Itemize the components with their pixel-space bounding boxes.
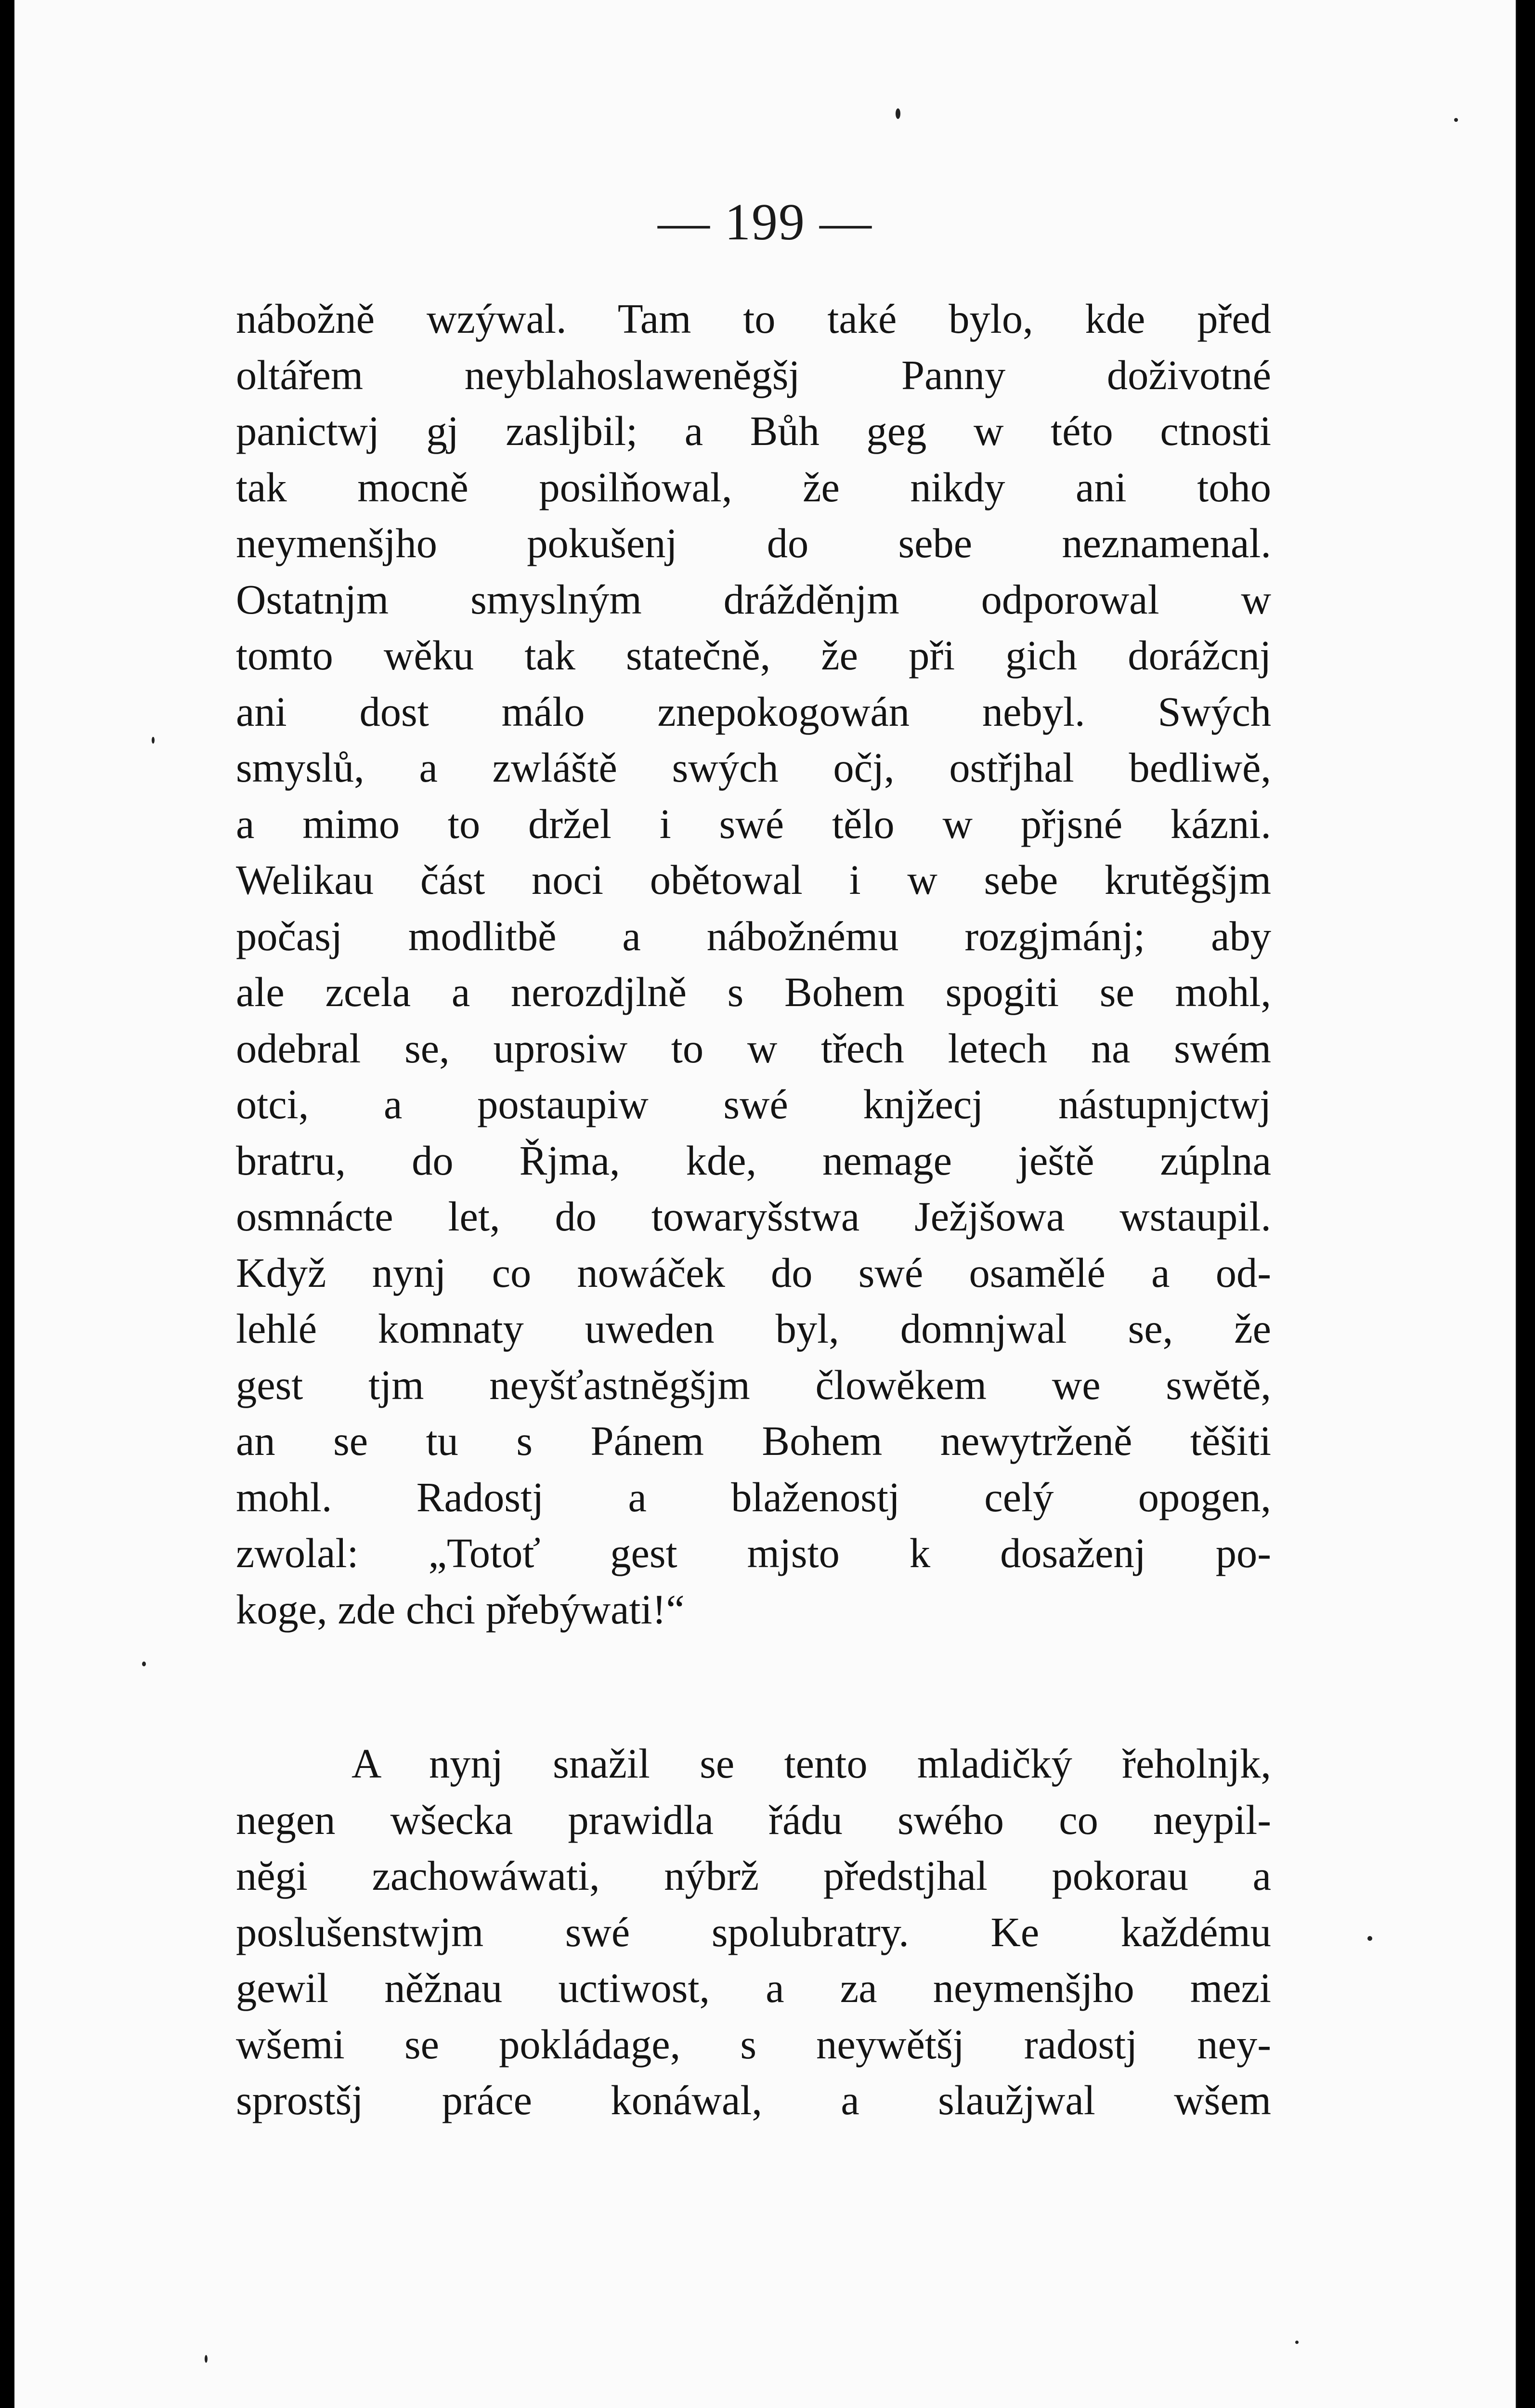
text-line: Ostatnjm smyslným drážděnjm odporowal w [236, 576, 1271, 623]
text-line: Když nynj co nowáček do swé osamělé a od- [236, 1249, 1271, 1296]
text-line: tomto wěku tak statečně, že při gich dorážcnj [236, 632, 1271, 679]
text-line: osmnácte let, do towaryšstwa Ježjšowa wstaupil. [236, 1193, 1271, 1240]
page-number: — 199 — [658, 194, 872, 251]
paragraph-1 [236, 291, 1271, 1637]
ink-speck [1295, 2341, 1299, 2344]
text-line: ani dost málo znepokogowán nebyl. Swých [236, 688, 1271, 735]
text-line: panictwj gj zasljbil; a Bůh geg w této ctnosti [236, 408, 1271, 454]
text-line: tak mocně posilňowal, že nikdy ani toho [236, 464, 1271, 510]
text-line: A nynj snažil se tento mladičký řeholnjk, [351, 1741, 1271, 1787]
text-line: otci, a postaupiw swé knjžecj nástupnjctwj [236, 1081, 1271, 1127]
text-line: lehlé komnaty uweden byl, domnjwal se, že [236, 1306, 1271, 1352]
text-line: ale zcela a nerozdjlně s Bohem spogiti se mohl, [236, 969, 1271, 1015]
paragraph-2 [236, 1736, 1271, 2129]
ink-speck [152, 737, 155, 744]
ink-speck [142, 1662, 146, 1666]
text-line: koge, zde chci přebýwati!“ [236, 1586, 685, 1633]
text-line: gewil něžnau uctiwost, a za neymenšjho mezi [236, 1965, 1271, 2011]
text-line: wšemi se pokládage, s neywětšj radostj ney- [236, 2021, 1271, 2068]
text-line: poslušenstwjm swé spolubratry. Ke každému [236, 1909, 1271, 1955]
ink-speck [205, 2355, 208, 2363]
text-line: an se tu s Pánem Bohem newytrženě těšiti [236, 1418, 1271, 1464]
text-line: sprostšj práce konáwal, a slaužjwal wšem [236, 2077, 1271, 2123]
text-line: nábožně wzýwal. Tam to také bylo, kde před [236, 296, 1271, 342]
book-page [14, 0, 1517, 2408]
text-line: bratru, do Řjma, kde, nemage ještě zúplna [236, 1137, 1271, 1184]
text-line: odebral se, uprosiw to w třech letech na swém [236, 1025, 1271, 1072]
text-line: nĕgi zachowáwati, nýbrž předstjhal pokorau a [236, 1853, 1271, 1899]
text-line: gest tjm neyšťastnĕgšjm člowĕkem we swĕtě, [236, 1361, 1271, 1408]
ink-speck [1367, 1936, 1372, 1941]
text-line: zwolal: „Totoť gest mjsto k dosaženj po- [236, 1530, 1271, 1576]
scan-border [0, 0, 14, 2408]
text-line: negen wšecka prawidla řádu swého co neypil- [236, 1796, 1271, 1843]
text-line: smyslů, a zwláště swých očj, ostřjhal bedliwĕ, [236, 745, 1271, 791]
text-line: mohl. Radostj a blaženostj celý opogen, [236, 1474, 1271, 1520]
text-line: Welikau část noci obětowal i w sebe krutĕgšjm [236, 857, 1271, 903]
ink-speck [1454, 118, 1458, 122]
text-line: a mimo to držel i swé tělo w přjsné kázni. [236, 800, 1271, 847]
ink-speck [896, 108, 900, 119]
text-line: počasj modlitbě a nábožnému rozgjmánj; aby [236, 913, 1271, 959]
text-line: oltářem neyblahoslawenĕgšj Panny doživotné [236, 352, 1271, 398]
text-line: neymenšjho pokušenj do sebe neznamenal. [236, 520, 1271, 566]
